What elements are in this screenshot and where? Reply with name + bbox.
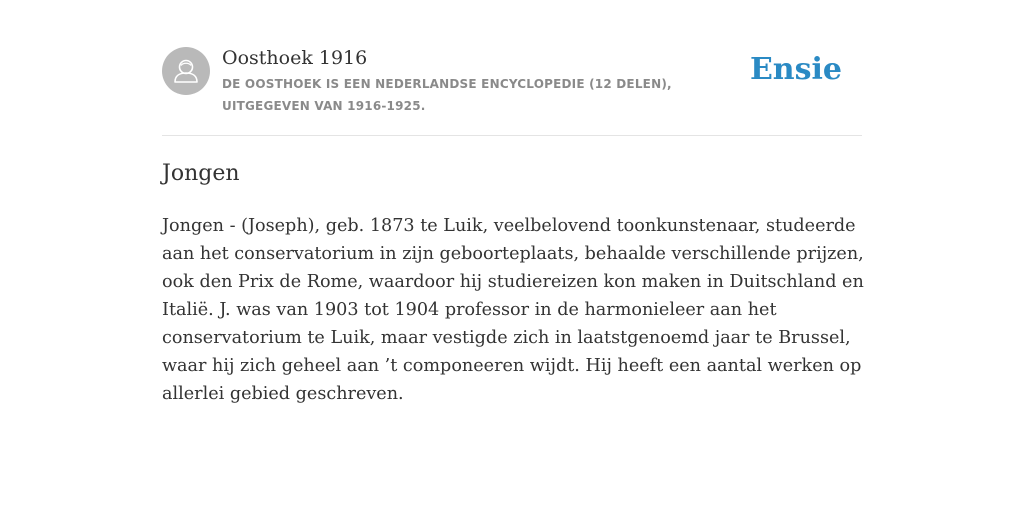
user-avatar-icon[interactable]: [162, 47, 210, 95]
entry-title: Jongen: [162, 161, 240, 186]
source-title[interactable]: Oosthoek 1916: [222, 47, 368, 69]
source-header: [162, 44, 862, 136]
user-silhouette-icon: [162, 47, 210, 95]
ensie-logo-link[interactable]: Ensie: [749, 52, 842, 87]
entry-body: Jongen - (Joseph), geb. 1873 te Luik, veelbelovend toonkunstenaar, studeerde aan het conservatorium in zijn geboorteplaats, behaalde verschillende prijzen, ook den Prix de Rome, waardoor hij studiereizen kon maken in Duitschland en Italië. J. was van 1903 tot 1904 professor in de harmonieleer aan het conservatorium te Luik, maar vestigde zich in laatstgenoemd jaar te Brussel, waar hij zich geheel aan ’t componeeren wijdt. Hij heeft een aantal werken op allerlei gebied geschreven.: [162, 216, 864, 404]
source-description: DE OOSTHOEK IS EEN NEDERLANDSE ENCYCLOPEDIE (12 DELEN), UITGEGEVEN VAN 1916-1925.: [222, 77, 672, 113]
